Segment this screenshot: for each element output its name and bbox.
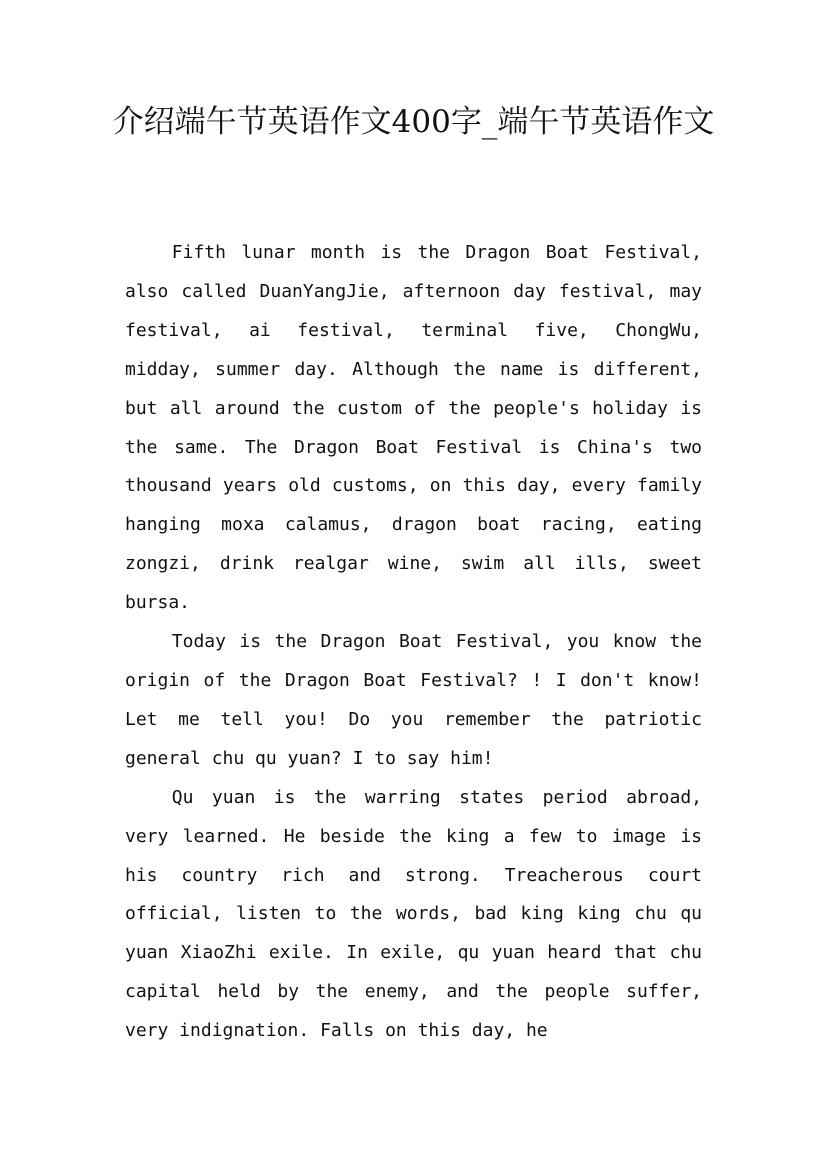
paragraph-1: Fifth lunar month is the Dragon Boat Festival, also called DuanYangJie, afternoon day festival, may festival, ai festival, terminal five, ChongWu, midday, summer day. Although the name is different, but all around the custom of the people's holiday is the same. The Dragon Boat Festival is China's two thousand years old customs, on this day, every family hanging moxa calamus, dragon boat racing, eating zongzi, drink realgar wine, swim all ills, sweet bursa. — [125, 242, 702, 614]
paragraph-3: Qu yuan is the warring states period abroad, very learned. He beside the king a few to image is his country rich and strong. Treacherous court official, listen to the words, bad king king chu qu yuan XiaoZhi exile. In exile, qu yuan heard that chu capital held by the enemy, and the people suffer, very indignation. Falls on this day, he — [125, 786, 702, 1042]
document-body — [125, 234, 702, 1051]
paragraph-2: Today is the Dragon Boat Festival, you know the origin of the Dragon Boat Festival? ! I don't know! Let me tell you! Do you remember the patriotic general chu qu yuan? I to say him! — [125, 631, 702, 769]
document-title: 介绍端午节英语作文400字_端午节英语作文 — [112, 104, 715, 140]
